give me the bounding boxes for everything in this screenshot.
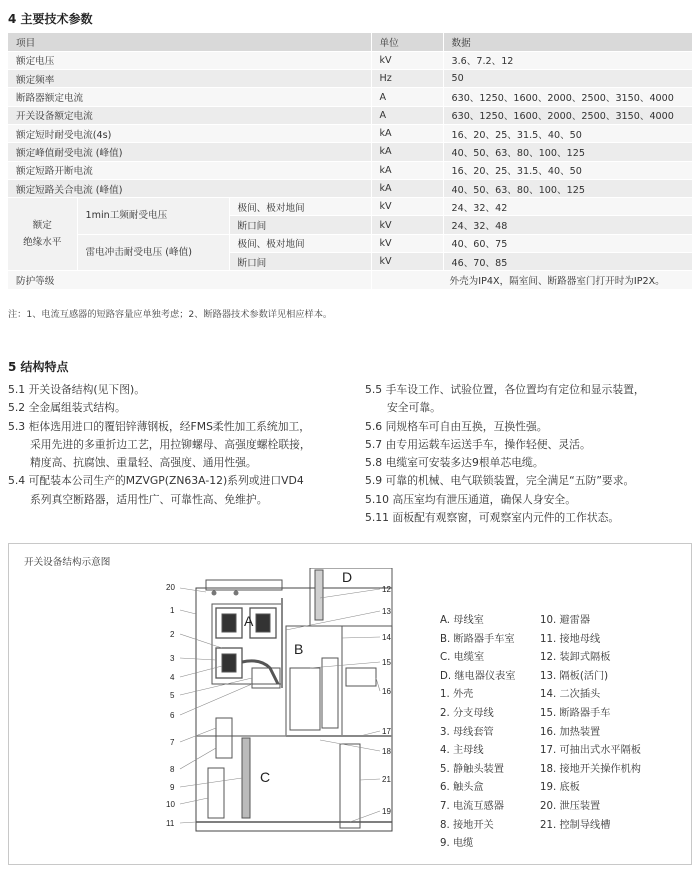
legend-item: 9. 电缆 [440, 838, 474, 850]
callout-number: 13 [382, 607, 391, 616]
table-row: 额定短路开断电流 kA 16、20、25、31.5、40、50 [8, 161, 692, 179]
freq-withstand-label: 1min工频耐受电压 [77, 198, 229, 235]
insulation-label: 额定 绝缘水平 [8, 198, 77, 271]
feature-line: 5.5 手车设工作、试验位置，各位置均有定位和显示装置， [365, 383, 645, 396]
legend-item: 16. 加热装置 [540, 726, 601, 738]
table-row: 断口间 kV 24、32、48 [8, 216, 692, 234]
bolt [234, 591, 239, 596]
operating-mechanism [322, 658, 338, 728]
table-row: 断路器额定电流 A 630、1250、1600、2000、2500、3150、4000 [8, 88, 692, 106]
impulse-withstand-label: 雷电冲击耐受电压 (峰值) [77, 234, 229, 271]
section5-title: 5 结构特点 [8, 360, 69, 374]
callout-number: 7 [170, 738, 175, 747]
feature-line: 系列真空断路器，适用性广、可靠性高、免维护。 [30, 492, 268, 506]
legend-item: 17. 可抽出式水平隔板 [540, 745, 641, 757]
legend-item: 7. 电流互感器 [440, 800, 504, 812]
busbar [222, 614, 236, 632]
callout-number: 17 [382, 727, 391, 736]
callout-number: 15 [382, 658, 391, 667]
legend-item: 2. 分支母线 [440, 707, 494, 719]
feature-line: 5.7 由专用运载车运送手车，操作轻便、灵活。 [365, 437, 591, 451]
callout-number: 10 [166, 800, 175, 809]
callout-number: 9 [170, 783, 175, 792]
branch-busbar [242, 661, 278, 684]
spec-table [8, 33, 692, 290]
legend-item: 3. 母线套管 [440, 726, 494, 738]
wiring-trough [340, 744, 360, 828]
compartment-label: B [294, 641, 304, 657]
legend-item: 6. 触头盒 [440, 782, 484, 794]
legend-item: 12. 装卸式隔板 [540, 652, 611, 664]
table-row: 额定短路关合电流 (峰值) kA 40、50、63、80、100、125 [8, 179, 692, 197]
cable [242, 738, 250, 818]
table-header [8, 33, 692, 51]
table-row: 断口间 kV 46、70、85 [8, 253, 692, 271]
busbar [256, 614, 270, 632]
header-data: 数据 [443, 33, 692, 51]
legend-right [540, 612, 641, 835]
current-transformer [216, 718, 232, 758]
compartment-label: C [260, 769, 271, 785]
compartment-label: D [342, 569, 353, 585]
table-row: 额定电压 kV 3.6、7.2、12 [8, 51, 692, 69]
table-row: 雷电冲击耐受电压 (峰值) 极间、极对地间 kV 40、60、75 [8, 234, 692, 252]
table-row: 额定短时耐受电流(4s) kA 16、20、25、31.5、40、50 [8, 124, 692, 142]
feature-line: 5.11 面板配有观察窗，可观察室内元件的工作状态。 [365, 511, 620, 525]
heater [346, 668, 376, 686]
section4-title: 4 主要技术参数 [8, 12, 93, 26]
callout-number: 6 [170, 711, 175, 720]
feature-line: 5.3 柜体选用进口的覆铝锌薄钢板，经FMS柔性加工系统加工， [8, 419, 311, 433]
header-unit: 单位 [371, 33, 443, 51]
feature-line: 5.9 可靠的机械、电气联锁装置，完全满足“五防”要求。 [365, 474, 635, 488]
feature-line: 5.8 电缆室可安装多达9根单芯电缆。 [365, 456, 544, 470]
table-row: 开关设备额定电流 A 630、1250、1600、2000、2500、3150、4000 [8, 106, 692, 124]
legend-item: C. 电缆室 [440, 652, 485, 664]
table-row: 防护等级 外壳为IP4X，隔室间、断路器室门打开时为IP2X。 [8, 271, 692, 289]
features-left [8, 381, 311, 509]
feature-line: 5.4 可配装本公司生产的MZVGP(ZN63A-12)系列或进口VD4 [8, 474, 304, 488]
legend-item: 5. 静触头装置 [440, 763, 504, 775]
table-row: 额定 绝缘水平 1min工频耐受电压 极间、极对地间 kV 24、32、42 [8, 198, 692, 216]
callout-number: 21 [382, 775, 391, 784]
callout-number: 11 [166, 819, 175, 828]
breaker-truck [290, 668, 320, 730]
compartment-label: A [244, 613, 254, 629]
feature-line: 安全可靠。 [387, 401, 441, 415]
legend-item: 20. 泄压装置 [540, 800, 601, 812]
callout-number: 20 [166, 583, 175, 592]
legend-item: 14. 二次插头 [540, 689, 601, 701]
feature-line: 5.1 开关设备结构(见下图)。 [8, 383, 145, 396]
callout-number: 19 [382, 807, 391, 816]
callout-number: 12 [382, 585, 391, 594]
legend-item: 18. 接地开关操作机构 [540, 763, 641, 775]
legend-item: D. 继电器仪表室 [440, 670, 516, 682]
switchgear-diagram [160, 568, 400, 838]
legend-left [440, 612, 515, 854]
callout-number: 14 [382, 633, 391, 642]
legend-item: B. 断路器手车室 [440, 633, 515, 645]
legend-item: 13. 隔板(活门) [540, 670, 609, 682]
legend-item: A. 母线室 [440, 615, 484, 626]
callout-number: 5 [170, 691, 175, 700]
feature-line: 5.10 高压室均有泄压通道，确保人身安全。 [365, 492, 577, 506]
feature-line: 采用先进的多重折边工艺，用拉铆螺母、高强度螺栓联接， [30, 437, 311, 451]
callout-number: 2 [170, 630, 175, 639]
legend-item: 8. 接地开关 [440, 819, 494, 831]
table-row: 额定频率 Hz 50 [8, 70, 692, 88]
legend-item: 4. 主母线 [440, 745, 484, 757]
bolt [212, 591, 217, 596]
table-note: 注：1、电流互感器的短路容量应单独考虑；2、断路器技术参数详见相应样本。 [8, 309, 333, 320]
legend-item: 10. 避雷器 [540, 615, 591, 626]
legend-item: 21. 控制导线槽 [540, 819, 611, 831]
legend-item: 19. 底板 [540, 782, 580, 794]
surge-arrester [208, 768, 224, 818]
feature-line: 5.6 同规格车可自由互换，互换性强。 [365, 419, 548, 433]
callout-number: 16 [382, 687, 391, 696]
table-row: 额定峰值耐受电流 (峰值) kA 40、50、63、80、100、125 [8, 143, 692, 161]
callout-number: 4 [170, 673, 175, 682]
figure-title: 开关设备结构示意图 [24, 557, 111, 568]
features-right [365, 381, 645, 527]
header-item: 项目 [8, 33, 371, 51]
legend-item: 11. 接地母线 [540, 633, 601, 645]
feature-line: 精度高、抗腐蚀、重量轻、高强度、通用性强。 [30, 456, 257, 470]
panel-strip [315, 570, 323, 620]
legend-item: 1. 外壳 [440, 689, 474, 701]
callout-number: 1 [170, 606, 175, 615]
busbar [222, 654, 236, 672]
legend-item: 15. 断路器手车 [540, 707, 611, 719]
callout-number: 18 [382, 747, 391, 756]
callout-number: 3 [170, 654, 175, 663]
callout-number: 8 [170, 765, 175, 774]
feature-line: 5.2 全金属组装式结构。 [8, 401, 126, 415]
